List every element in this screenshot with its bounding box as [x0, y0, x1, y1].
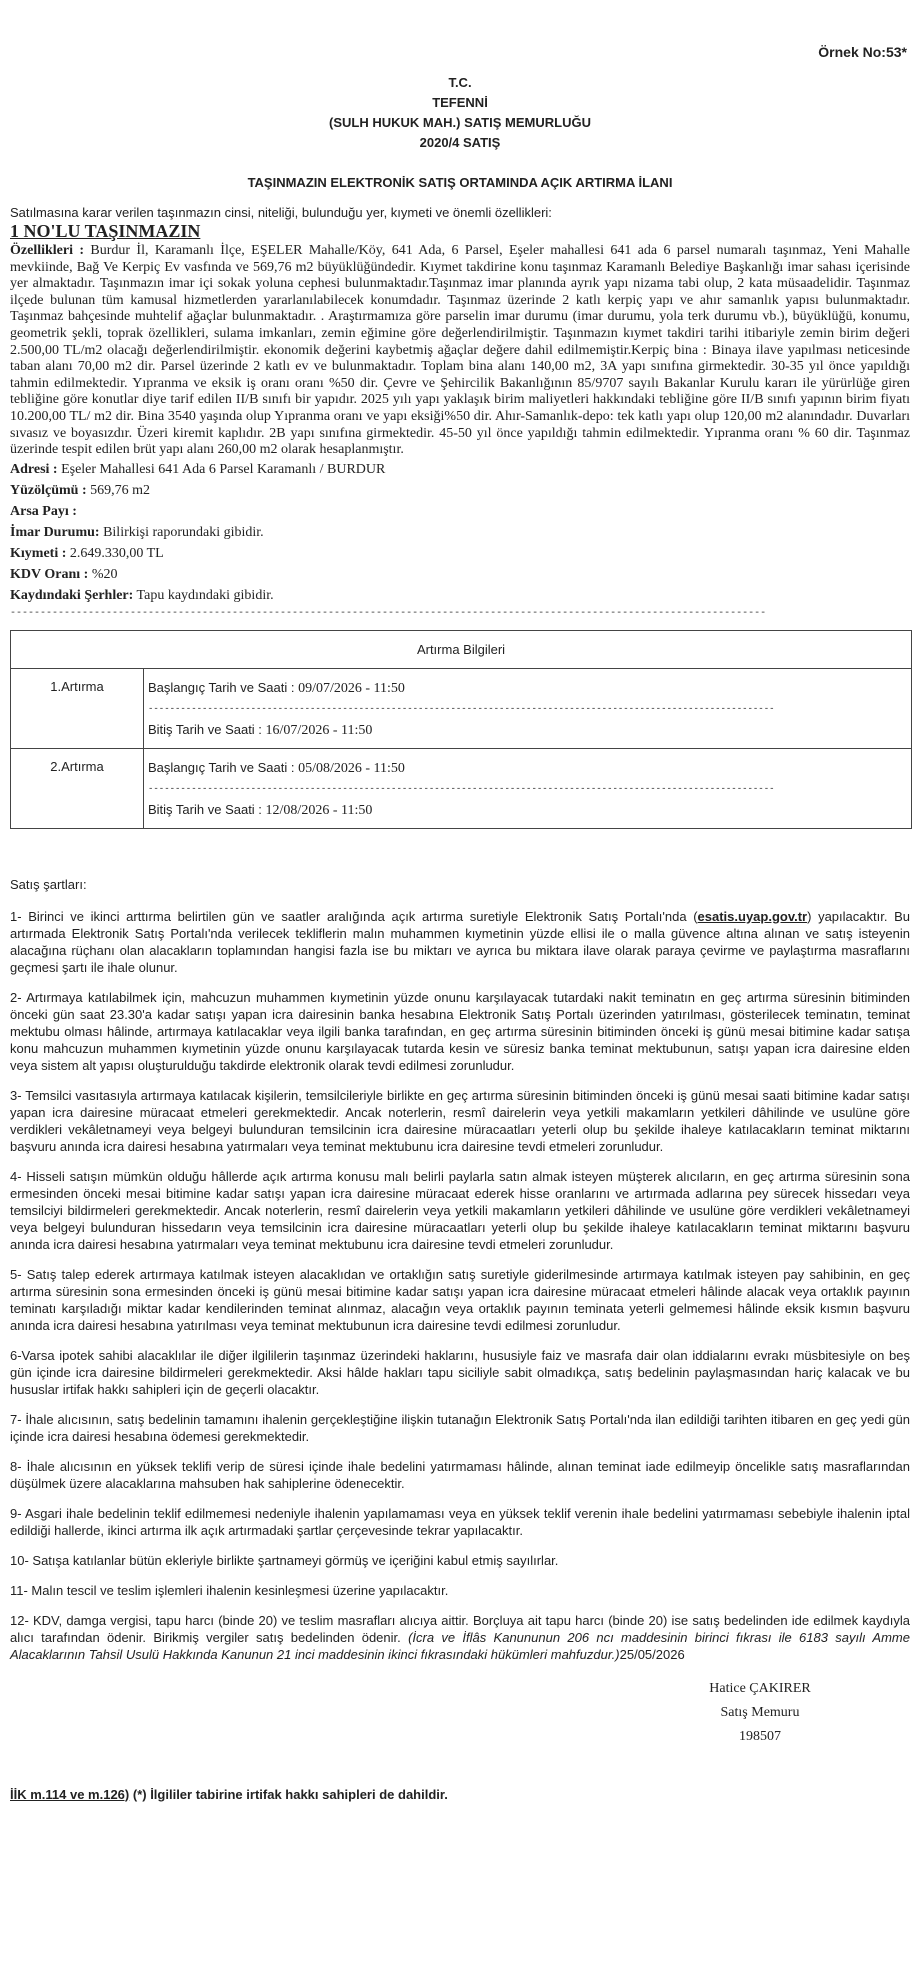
condition-6: 6-Varsa ipotek sahibi alacaklılar ile diğer ilgililerin taşınmaz üzerindeki haklarını, hususiyle faiz ve masrafa dair olan iddialarını evrakı müsbitesiyle on beş gün içinde icra dairesine bildirmeleri gerekmektedir. Aksi hâlde hakları tapu siciliyle sabit olmadıkça, satış bedelinin paylaşmasından hariç kalacak ve bu hususlar irtifak hakkı sahipleri için de geçerli olacaktır.	[10, 1347, 910, 1397]
end-value: 12/08/2026 - 11:50	[265, 802, 373, 818]
value-label: Kıymeti :	[10, 545, 67, 561]
auction-end	[148, 799, 907, 821]
vat-row	[10, 564, 910, 585]
auction-name: 1.Artırma	[11, 668, 144, 748]
annotations-row	[10, 585, 910, 606]
property-heading: 1 NO'LU TAŞINMAZIN	[10, 221, 201, 241]
value-row	[10, 543, 910, 564]
signer-name: Hatice ÇAKIRER	[709, 1680, 811, 1696]
condition-12	[10, 1612, 910, 1663]
vat-value: %20	[88, 566, 118, 582]
condition-12-italic: (İcra ve İflâs Kanununun 206 ncı maddesinin birinci fıkrası ile 6183 sayılı Amme Alacaklarının Tahsil Usulü Hakkında Kanunun 21 inci maddesinin ikinci fıkrasındaki hükümleri mahfuzdur.)	[10, 1629, 910, 1662]
condition-1	[10, 908, 910, 976]
value-amount: 2.649.330,00 TL	[66, 545, 164, 561]
condition-11: 11- Malın tescil ve teslim işlemleri ihalenin kesinleşmesi üzerine yapılacaktır.	[10, 1582, 449, 1598]
zoning-value: Bilirkişi raporundaki gibidir.	[99, 524, 264, 540]
conditions-title: Satış şartları:	[10, 876, 87, 892]
start-value: 05/08/2026 - 11:50	[298, 760, 405, 776]
auction-table-title: Artırma Bilgileri	[11, 630, 912, 668]
header-court: TEFENNİ	[432, 95, 488, 110]
condition-12-text: 12- KDV, damga vergisi, tapu harcı (binde 20) ve teslim masrafları alıcıya aittir. Borçluya ait tapu harcı (binde 20) ise satış bedelinden ide edilmek kaydıyla alıcı tarafından ödenir. Birikmiş vergiler satış bedelinden ödenir.	[10, 1612, 910, 1645]
condition-7: 7- İhale alıcısının, satış bedelinin tamamını ihalenin gerçekleştiğine ilişkin tutanağın Elektronik Satış Portalı'nda ilan edildiği tarihten itibaren en geç yedi gün içinde icra dairesi hesabına ödemesi gerekmektedir.	[10, 1411, 910, 1444]
area-row	[10, 480, 910, 501]
end-value: 16/07/2026 - 11:50	[265, 722, 373, 738]
annotations-value: Tapu kaydındaki gibidir.	[133, 587, 274, 603]
end-label: Bitiş Tarih ve Saati :	[148, 721, 266, 737]
condition-4: 4- Hisseli satışın mümkün olduğu hâllerde açık artırma konusu malı belirli paylarla satın almak isteyen müşterek alıcıların, en geç artırma süresinin sona ermesinden önceki mesai bitimine kadar satışı yapan icra dairesine müracaat ederek hisse oranlarını ve artırmada adlarına pey sürecek hissedarı veya temsilciyi bildirmeleri gerekmektedir. Ancak noterlerin, resmî dairelerin veya yetkili makamların yetkileri dâhilinde ve usulüne göre verdikleri vekâletnameyi veya belgeyi bulunduran hissedarın veya temsilcinin icra dairesine müracaatları yeterli olup bu şekilde ihaleye katılacakların teminat miktarını başvuru anında icra dairesi hesabına yatırmaları veya teminat mektubunu icra dairesine tevdi etmeleri zorunludur.	[10, 1168, 910, 1252]
zoning-row	[10, 522, 910, 543]
start-label: Başlangıç Tarih ve Saati :	[148, 759, 299, 775]
ornek-no: Örnek No:53*	[818, 44, 907, 60]
auction-dates	[144, 668, 912, 748]
separator-line: ------------------------------------------------------------------------------------------------------------------------------	[10, 607, 767, 619]
condition-3: 3- Temsilci vasıtasıyla artırmaya katılacak kişilerin, temsilcileriyle birlikte en geç artırma süresinin bitiminden önceki iş günü mesai saati bitimine kadar satışı yapan icra dairesine müracaat etmeleri gerekmektedir. Ancak noterlerin, resmî dairelerin veya yetkili makamların yetkileri dâhilinde ve usulüne göre verdikleri vekâletnameyi veya belgeyi bulunduran temsilcinin icra dairesine müracaatları yeterli olup bu şekilde ihaleye katılacakların teminat miktarını başvuru anında icra dairesi hesabına yatırmaları veya teminat mektubunu icra dairesine tevdi etmeleri zorunludur.	[10, 1087, 910, 1154]
address-label: Adresi :	[10, 461, 58, 477]
auction-start	[148, 677, 907, 699]
intro-text: Satılmasına karar verilen taşınmazın cinsi, niteliği, bulunduğu yer, kıymeti ve önemli özellikleri:	[10, 205, 552, 220]
notice-date: 25/05/2026	[619, 1646, 685, 1662]
start-value: 09/07/2026 - 11:50	[298, 680, 405, 696]
zoning-label: İmar Durumu:	[10, 524, 100, 540]
inner-separator: --------------------------------------------------------------------------------------------------------------------	[148, 783, 775, 794]
condition-9: 9- Asgari ihale bedelinin teklif edilmemesi nedeniyle ihalenin yapılamaması veya en yüksek teklif verenin ihale bedelini yatırmaması sebebiyle ihalenin iptal edildiği hallerde, ikinci artırma ilk açık artırmadaki şartlar çerçevesinde tekrar yapılacaktır.	[10, 1505, 910, 1538]
area-value: 569,76 m2	[86, 482, 151, 498]
address-row	[10, 459, 910, 480]
area-label: Yüzölçümü :	[10, 482, 87, 498]
auction-dates	[144, 748, 912, 828]
inner-separator: --------------------------------------------------------------------------------------------------------------------	[148, 703, 775, 714]
end-label: Bitiş Tarih ve Saati :	[148, 801, 266, 817]
vat-label: KDV Oranı :	[10, 566, 89, 582]
features-text: Burdur İl, Karamanlı İlçe, EŞELER Mahalle/Köy, 641 Ada, 6 Parsel, Eşeler mahallesi 641 ada 6 parsel numaralı taşınmaz, Yeni Mahalle mevkiinde, Bağ Ve Kerpiç Ev vasfında ve 569,76 m2 büyüklüğündedir. Kıymet takdirine konu taşınmaz Karamanlı Belediye Başkanlığı imar sahası içerisinde yer almaktadır. Taşınmazın imar içi sokak yoluna cephesi bulunmaktadır.Taşınmaz imar planında ayrık yapı nizama tabi olup, 2 kata müsaadelidir. Taşınmaz ilçede bulunan tüm kamusal hizmetlerden yararlanılabilecek konumdadır. Taşınmaz üzerinde 2 katlı kerpiç yapı ve ahır samanlık yapısı bulunmaktadır. Taşınmaz bahçesinde muhtelif ağaçlar bulunmaktadır. . Araştırmamıza göre parselin imar durumu (imar durumu, yola terk durumu vb.), büyüklüğü, konumu, geometrik şekli, toprak özellikleri, sulama imkanları, zemin eğimine göre değerlendirilmiştir. Taşınmazın kıymet takdiri tarihi itibariyle zemin birim değeri 2.500,00 TL/m2 olacağı değerlendirilmiştir. ekonomik değerini kaybetmiş ağaçlar değere dahil edilmemiştir.Kerpiç bina : Binaya ilave yapılması neticesinde taban alanı 70,00 m2 dir. Parsel üzerinde 2 katlı ev ve bulunmaktadır. Toplam bina alanı 140,00 m2, 3A yapı sınıfına girmektedir. 30-35 yıl önce yapıldığı tahmin edilmektedir. Yıpranma ve eksik iş oranı oranı %50 dir. Çevre ve Şehircilik Bakanlığının 85/9707 sayılı Bakanlar Kurulu kararı ile yürürlüğe giren tebliğine göre konutlar diye tarif edilen II/B sınıfı bir yapıdır. 2025 yılı yapı yaklaşık birim maliyetleri hakkındaki tebliğine göre II/B sınıfı yapının birim fiyatı 10.200,00 TL/ m2 dir. Bina 3540 yaşında olup Yıpranma oranı ve yapı eksiği%50 dir. Ahır-Samanlık-depo: tek katlı yapı olup 120,00 m2 alanındadır. Duvarları sıvasız ve boyasızdır. Üzeri kiremit kaplıdır. 2B yapı sınıfına girmektedir. 45-50 yıl önce yapıldığı tahmin edilmektedir. Yıpranma oranı % 60 dir. Taşınmaz üzerinde tespit edilen brüt yapı alanı 260,00 m2 olarak hesaplanmıştır.	[10, 243, 910, 458]
auction-name: 2.Artırma	[11, 748, 144, 828]
esatis-link[interactable]: esatis.uyap.gov.tr	[697, 908, 808, 924]
header-file-no: 2020/4 SATIŞ	[419, 135, 501, 150]
auction-start	[148, 757, 907, 779]
footer-note-text: (*) İlgililer tabirine irtifak hakkı sahipleri de dahildir.	[129, 1786, 448, 1802]
document-header	[10, 0, 910, 153]
footer-law-ref[interactable]: İİK m.114 ve m.126)	[10, 1786, 130, 1802]
signer-number: 198507	[739, 1728, 781, 1744]
address-value: Eşeler Mahallesi 641 Ada 6 Parsel Karamanlı / BURDUR	[57, 461, 386, 477]
table-row	[11, 748, 912, 828]
auction-end	[148, 719, 907, 741]
land-share-row	[10, 501, 910, 522]
auction-table	[10, 630, 912, 829]
condition-1-after: ) yapılacaktır. Bu artırmada Elektronik Satış Portalı'nda verilecek tekliflerin malın muhammen kıymetinin yüzde ellisi ile o malla güvence altına alınan ve satış isteyenin alacağına rüçhanı olan alacakların toplamından hangisi fazla ise bu miktarı ve ayrıca bu miktara ilave olarak paraya çevirme ve paylaştırma masraflarını geçmesi şartı ile ihale olunur.	[10, 908, 910, 975]
condition-1-before: 1- Birinci ve ikinci arttırma belirtilen gün ve saatler aralığında açık artırma suretiyle Elektronik Satış Portalı'nda (	[10, 908, 698, 924]
land-share-label: Arsa Payı :	[10, 503, 77, 519]
table-row	[11, 668, 912, 748]
header-office: (SULH HUKUK MAH.) SATIŞ MEMURLUĞU	[329, 115, 591, 130]
condition-5: 5- Satış talep ederek artırmaya katılmak isteyen alacaklıdan ve ortaklığın satış suretiyle giderilmesinde artırmaya katılmak isteyen pay sahibinin, en geç artırma süresinin sona ermesinden önceki iş günü mesai bitimine kadar satışı yapan icra dairesine müracaat etmeleri hâlinde alacak veya ortaklık payının teminatı karşıladığı miktar kadar kendilerinden teminat alınmaz, alacağın veya ortaklık payının teminata yeterli gelmemesi hâlinde eksik kısmın başvuru anında icra dairesi hesabına yatırılması veya teminat mektubunun icra dairesine tevdi edilmesi zorunludur.	[10, 1266, 910, 1333]
property-features	[10, 243, 910, 459]
signer-title: Satış Memuru	[720, 1704, 800, 1720]
condition-10: 10- Satışa katılanlar bütün ekleriyle birlikte şartnameyi görmüş ve içeriğini kabul etmiş sayılırlar.	[10, 1552, 559, 1568]
condition-2: 2- Artırmaya katılabilmek için, mahcuzun muhammen kıymetinin yüzde onunu karşılayacak tutardaki nakit teminatın en geç artırma süresinin bitiminden önceki gün saat 23.30'a kadar satışı yapan icra dairesinin banka hesabına Elektronik Satış Portalı üzerinden yatırılması, gösterilecek teminatın, teminat mektubu olması hâlinde, artırmaya katılacaklar veya ilgili banka tarafından, en geç artırma süresinin bitiminden önceki iş günü mesai bitimine kadar satışa konu mahcuzun muhammen kıymetinin yüzde onunu karşılayacak tutarda kesin ve süresiz banka teminat mektubunun, satışı yapan icra dairesine elden veya sistem alt yapısı oluşturulduğu takdirde elektronik olarak tevdi edilmesi zorunludur.	[10, 989, 910, 1073]
notice-title: TAŞINMAZIN ELEKTRONİK SATIŞ ORTAMINDA AÇIK ARTIRMA İLANI	[247, 175, 673, 190]
condition-8: 8- İhale alıcısının en yüksek teklifi verip de süresi içinde ihale bedelini yatırmaması hâlinde, alınan teminat iade edilmeyip öncelikle satış masraflarından düşülmek üzere alacaklarına mahsuben hak sahiplerine ödenecektir.	[10, 1458, 910, 1491]
header-tc: T.C.	[448, 75, 472, 90]
footer-note	[10, 1787, 910, 1802]
features-label: Özellikleri :	[10, 243, 85, 258]
signature-block	[630, 1677, 890, 1749]
start-label: Başlangıç Tarih ve Saati :	[148, 679, 299, 695]
annotations-label: Kaydındaki Şerhler:	[10, 587, 134, 603]
